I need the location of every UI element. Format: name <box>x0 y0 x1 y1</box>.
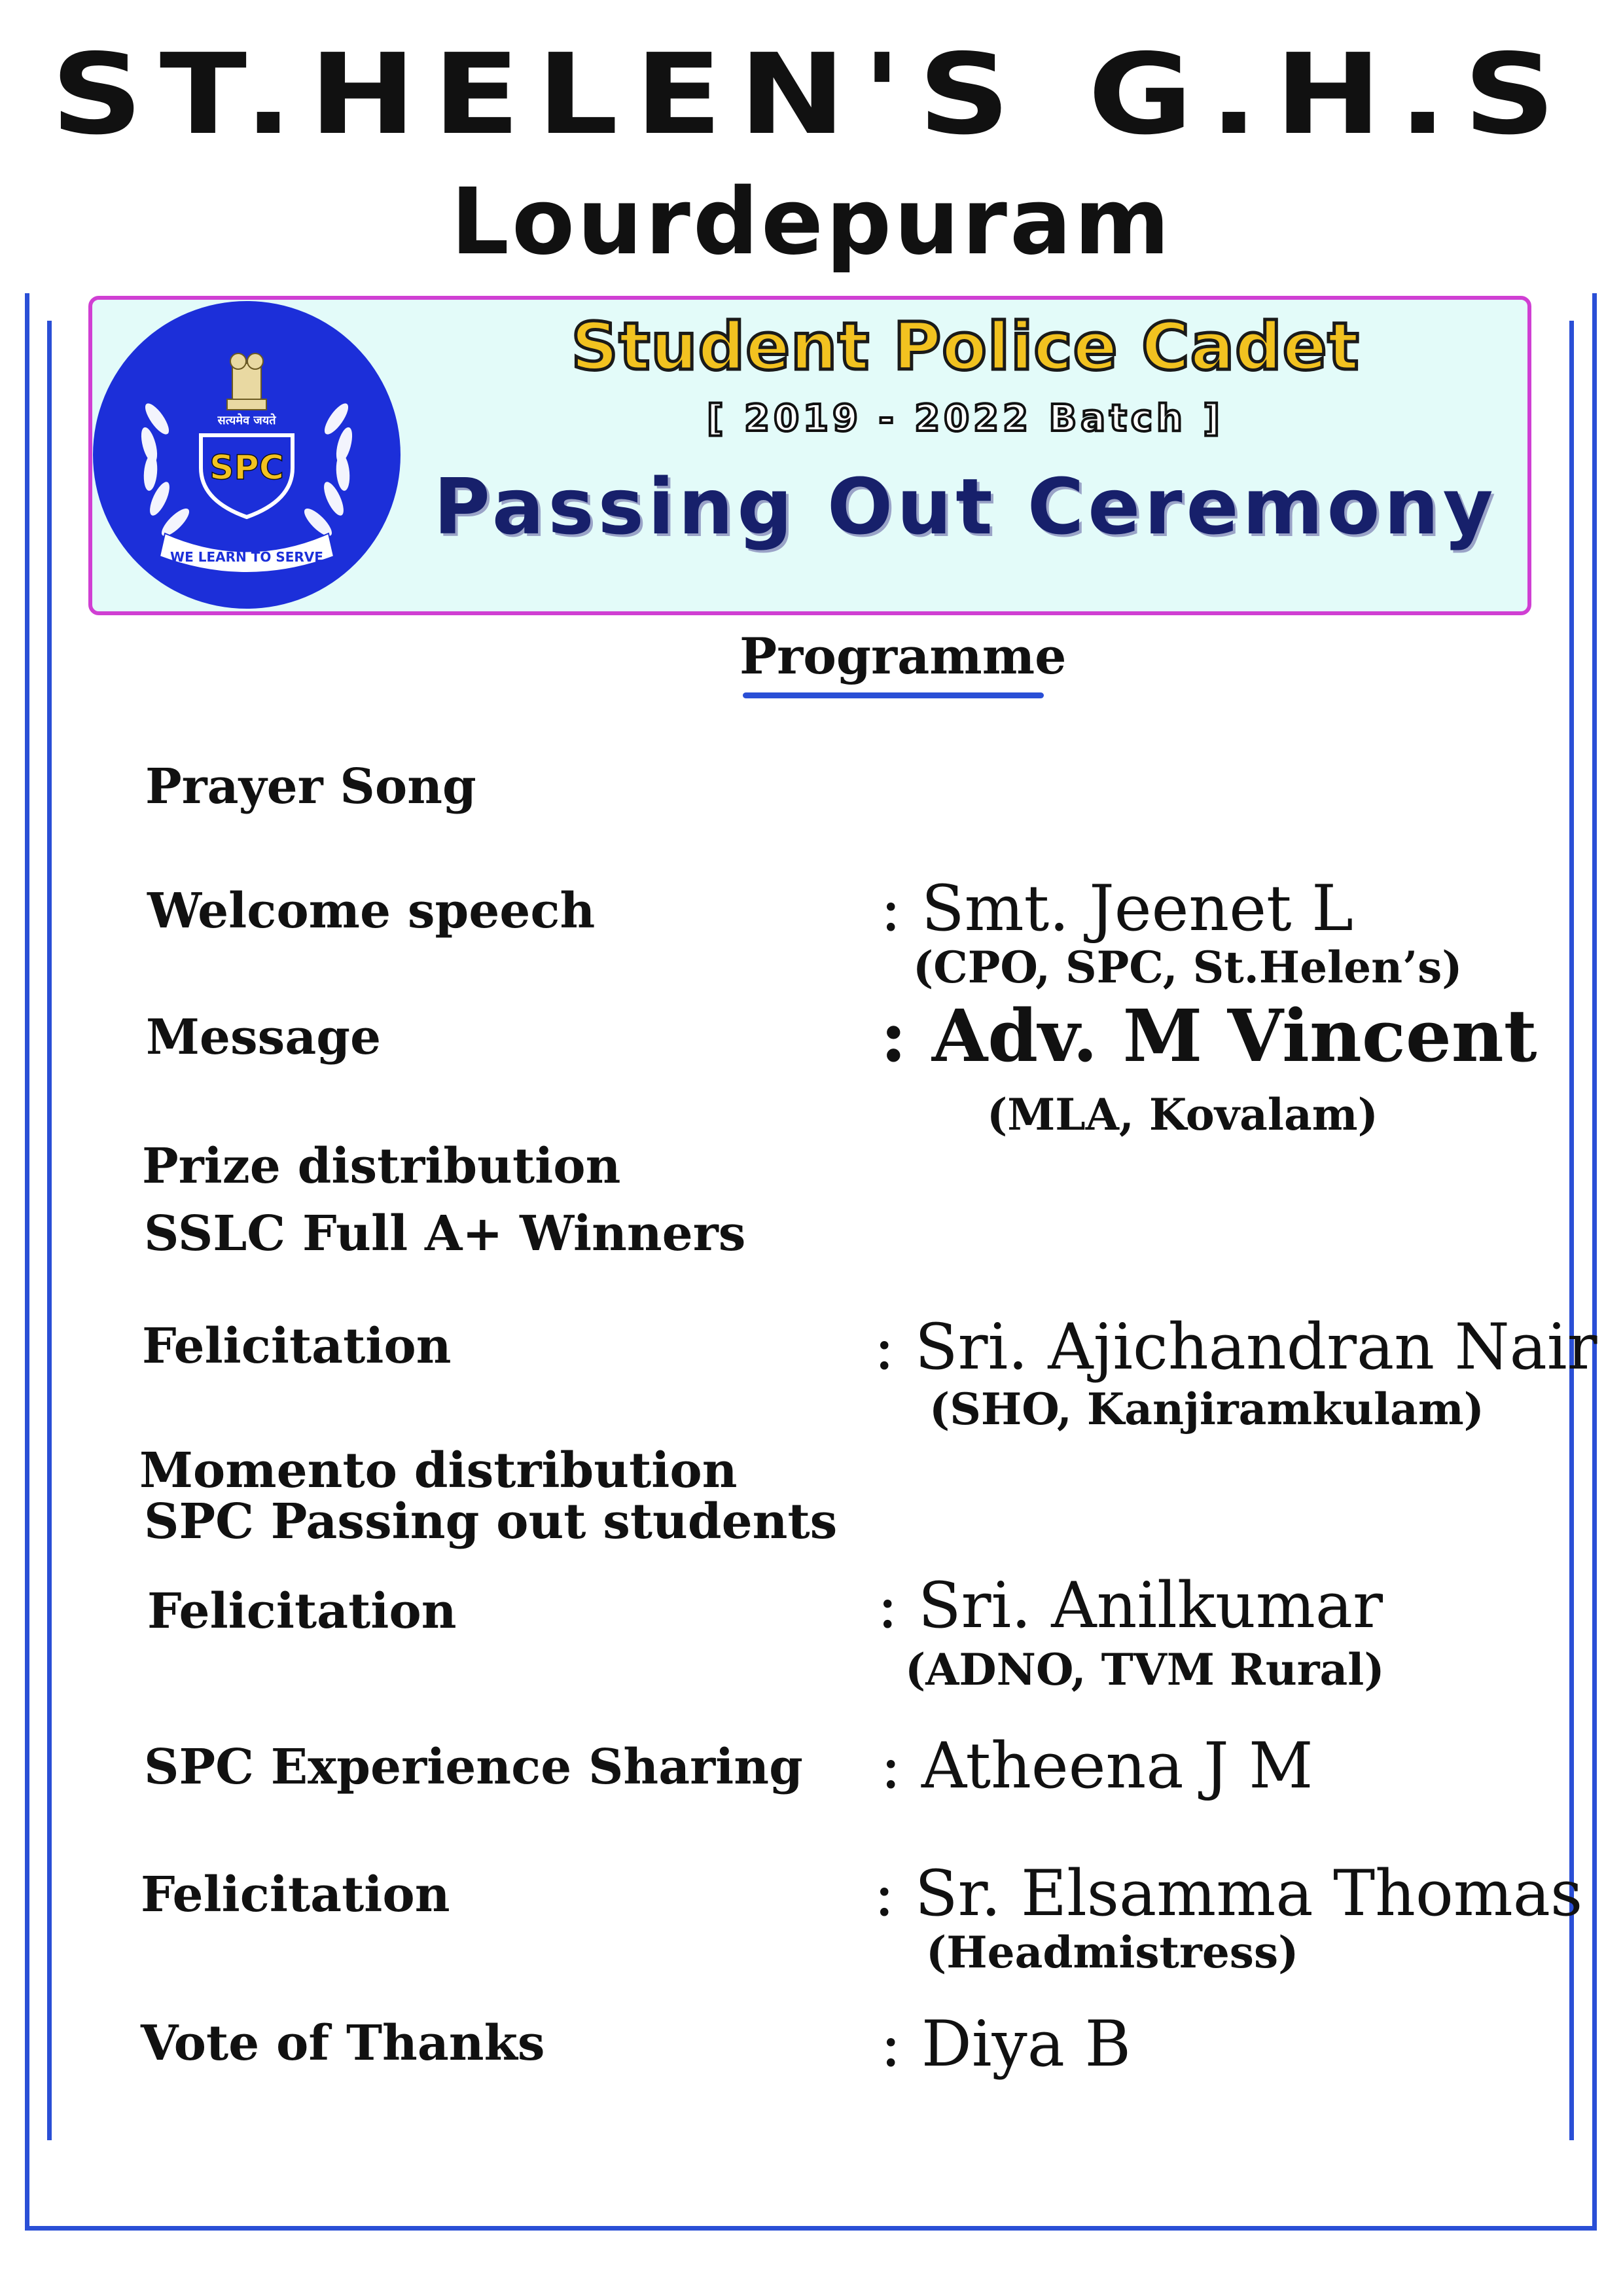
programme-item-sublabel: SPC Passing out students <box>144 1494 838 1550</box>
banner-title: Student Police Cadet <box>571 308 1360 385</box>
programme-speaker-role: (SHO, Kanjiramkulam) <box>929 1384 1484 1435</box>
programme-item-label: Momento distribution <box>139 1443 738 1499</box>
programme-item-label: Felicitation <box>147 1583 457 1640</box>
programme-item-label: SPC Experience Sharing <box>144 1739 803 1795</box>
border-left-inner <box>47 321 52 2140</box>
programme-item-label: Felicitation <box>142 1318 452 1374</box>
programme-item-label: Message <box>146 1009 382 1066</box>
programme-speaker: : Adv. M Vincent <box>880 994 1537 1078</box>
border-bottom <box>25 2226 1597 2231</box>
programme-speaker-role: (CPO, SPC, St.Helen’s) <box>913 942 1463 993</box>
programme-speaker: : Smt. Jeenet L <box>880 872 1353 945</box>
programme-item-sublabel: SSLC Full A+ Winners <box>144 1206 746 1262</box>
spc-logo-icon <box>93 301 401 609</box>
border-left-outer <box>25 293 29 2231</box>
school-location: Lourdepuram <box>450 169 1173 276</box>
batch-label: [ 2019 - 2022 Batch ] <box>707 397 1224 440</box>
programme-speaker: : Diya B <box>880 2007 1132 2081</box>
programme-underline <box>743 692 1044 698</box>
programme-item-label: Vote of Thanks <box>141 2015 545 2072</box>
border-right-outer <box>1592 293 1597 2231</box>
programme-item-label: Prayer Song <box>145 759 476 815</box>
programme-speaker: : Atheena J M <box>880 1729 1313 1803</box>
programme-speaker: : Sri. Anilkumar <box>877 1569 1383 1642</box>
motto-text: WE LEARN TO SERVE <box>170 549 323 565</box>
programme-item-label: Felicitation <box>141 1867 450 1923</box>
spc-badge <box>93 301 401 609</box>
programme-speaker-role: (MLA, Kovalam) <box>987 1089 1378 1140</box>
programme-item-label: Prize distribution <box>142 1138 621 1194</box>
programme-heading: Programme <box>740 627 1067 685</box>
programme-item-label: Welcome speech <box>147 883 596 939</box>
programme-speaker-role: (Headmistress) <box>926 1927 1299 1978</box>
spc-logo-text: SPC <box>209 448 284 488</box>
programme-speaker: : Sri. Ajichandran Nair <box>874 1310 1597 1384</box>
event-title: Passing Out Ceremony <box>433 461 1497 552</box>
programme-speaker-role: (ADNO, TVM Rural) <box>905 1644 1385 1695</box>
emblem-caption: सत्यमेव जयते <box>217 414 276 427</box>
programme-speaker: : Sr. Elsamma Thomas <box>874 1857 1583 1930</box>
school-name: ST.HELEN'S G.H.S <box>50 30 1573 160</box>
